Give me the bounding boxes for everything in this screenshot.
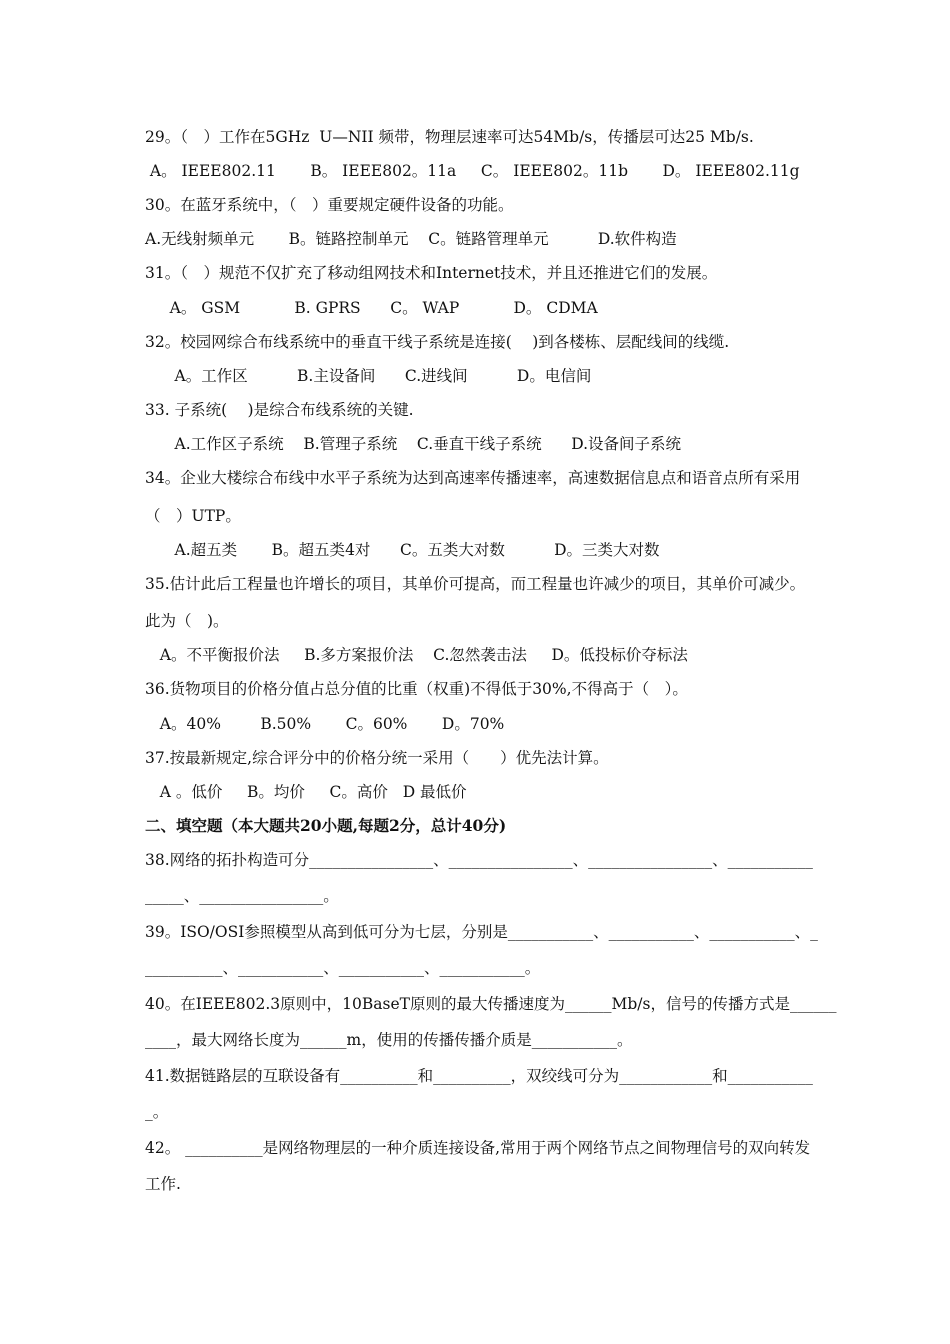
question-33-options: A.工作区子系统 B.管理子系统 C.垂直干线子系统 D.设备间子系统 <box>145 435 682 453</box>
question-29: 29。（ ）工作在5GHz U—NII 频带，物理层速率可达54Mb/s，传播层可达25 Mb/s. <box>145 128 754 146</box>
question-34-options: A.超五类 B。超五类4对 C。五类大对数 D。三类大对数 <box>145 541 660 559</box>
question-35-options: A。不平衡报价法 B.多方案报价法 C.忽然袭击法 D。低投标价夺标法 <box>145 646 688 664</box>
question-41: 41.数据链路层的互联设备有__________和__________，双绞线可分为____________和___________ <box>145 1067 813 1085</box>
question-29-options: A。 IEEE802.11 B。 IEEE802。11a C。 IEEE802。11b D。 IEEE802.11g <box>145 162 800 180</box>
question-39-cont: __________、___________、___________、___________。 <box>145 959 541 977</box>
question-36: 36.货物项目的价格分值占总分值的比重（权重)不得低于30%,不得高于（ ）。 <box>145 680 688 698</box>
question-35: 35.估计此后工程量也许增长的项目，其单价可提高，而工程量也许减少的项目，其单价可减少。 <box>145 575 806 593</box>
question-35-cont: 此为（ )。 <box>145 612 229 630</box>
question-42: 42。 __________是网络物理层的一种介质连接设备,常用于两个网络节点之间物理信号的双向转发 <box>145 1139 811 1157</box>
question-40: 40。在IEEE802.3原则中，10BaseT原则的最大传播速度为______Mb/s，信号的传播方式是______ <box>145 995 837 1013</box>
question-33: 33. 子系统( )是综合布线系统的关键. <box>145 401 414 419</box>
question-42-cont: 工作. <box>145 1175 181 1193</box>
question-30-options: A.无线射频单元 B。链路控制单元 C。链路管理单元 D.软件构造 <box>145 230 677 248</box>
question-41-cont: _。 <box>145 1103 169 1121</box>
question-40-cont: ____，最大网络长度为______m，使用的传播传播介质是___________。 <box>145 1031 633 1049</box>
question-34-cont: （ ）UTP。 <box>145 507 241 525</box>
question-30: 30。在蓝牙系统中，（ ）重要规定硬件设备的功能。 <box>145 196 514 214</box>
section-heading: 二、填空题（本大题共20小题,每题2分，总计40分) <box>145 816 507 835</box>
question-31-options: A。 GSM B. GPRS C。 WAP D。 CDMA <box>145 299 598 317</box>
question-32-options: A。工作区 B.主设备间 C.进线间 D。电信间 <box>145 367 592 385</box>
question-39: 39。ISO/OSI参照模型从高到低可分为七层，分别是___________、___________、___________、_ <box>145 923 818 941</box>
question-37-options: A 。低价 B。均价 C。高价 D 最低价 <box>145 783 467 801</box>
question-38-cont: _____、________________。 <box>145 887 339 905</box>
question-36-options: A。40% B.50% C。60% D。70% <box>145 715 505 733</box>
question-38: 38.网络的拓扑构造可分________________、________________、________________、___________ <box>145 851 813 869</box>
question-31: 31。（ ）规范不仅扩充了移动组网技术和Internet技术，并且还推进它们的发展。 <box>145 264 718 282</box>
question-37: 37.按最新规定,综合评分中的价格分统一采用（ ）优先法计算。 <box>145 749 609 767</box>
question-32: 32。校园网综合布线系统中的垂直干线子系统是连接( )到各楼栋、层配线间的线缆. <box>145 333 730 351</box>
question-34: 34。企业大楼综合布线中水平子系统为达到高速率传播速率，高速数据信息点和语音点所有采用 <box>145 469 801 487</box>
